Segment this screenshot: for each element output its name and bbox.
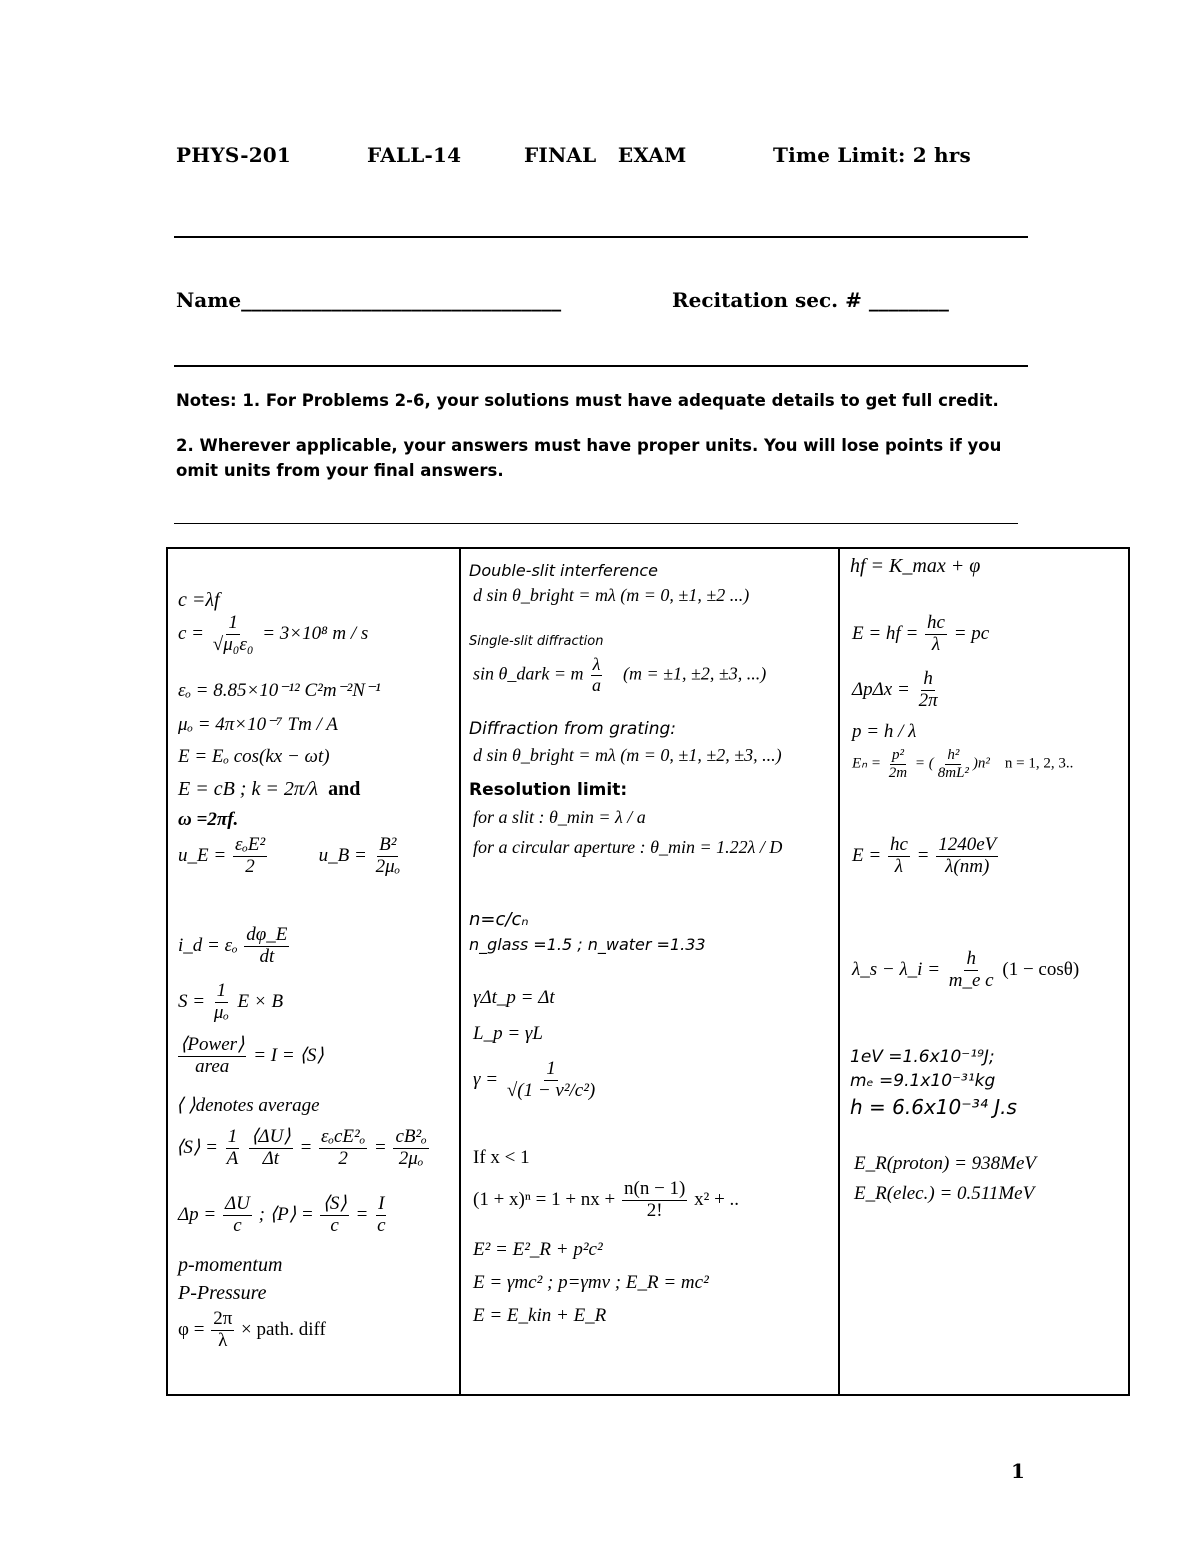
recitation-blank[interactable]: ________ [868, 288, 949, 312]
formula-permeability: μₒ = 4π×10⁻⁷ Tm / A [178, 714, 338, 735]
name-blank[interactable]: ________________________________ [241, 288, 562, 312]
formula-photon-energy-ev: E = $\frac{hc}{\lambda}$ = $\frac{1240eV}{\lambda(nm)}$ [852, 834, 997, 877]
title-single-slit: Single-slit diffraction [469, 634, 604, 649]
divider-bottom [174, 523, 1018, 524]
formula-resolution-aperture: for a circular aperture : θ_min = 1.22λ / D [473, 837, 783, 857]
page-number: 1 [1011, 1459, 1025, 1483]
column-modern-physics [840, 549, 1128, 1394]
rest-energy-electron: E_R(elec.) = 0.511MeV [854, 1183, 1035, 1204]
name-label: Name [176, 288, 242, 312]
formula-permittivity: εₒ = 8.85×10⁻¹² C²m⁻²N⁻¹ [178, 680, 381, 701]
rest-energy-proton: E_R(proton) = 938MeV [854, 1153, 1037, 1174]
formula-displacement-current: i_d = εₒ $\frac{d\varphi\_E}{dt}$ [178, 924, 288, 967]
exam-title: FINAL EXAM [524, 143, 687, 167]
time-limit: Time Limit: 2 hrs [773, 143, 971, 167]
formula-photon-energy: E = hf = $\frac{hc}{\lambda}$ = pc [852, 612, 990, 655]
divider-middle [174, 365, 1028, 367]
constant-electron-volt: 1eV =1.6x10⁻¹⁹J; [850, 1047, 995, 1067]
formula-radiation-pressure: Δp = $\frac{\Delta U}{c}$ ; ⟨P⟩ = $\frac{⟨S⟩}{c}$ = $\frac{I}{c}$ [178, 1193, 386, 1236]
formula-intensity: $\frac{\text{⟨Power⟩}}{\text{area}}$ = I = ⟨S⟩ [180, 1034, 324, 1077]
condition-x-small: If x < 1 [473, 1147, 530, 1168]
formula-binomial: (1 + x)ⁿ = 1 + nx + $\frac{n(n - 1)}{2!}$ x² + .. [473, 1178, 740, 1221]
note-2: 2. Wherever applicable, your answers must have proper units. You will lose points if you omit units from your final answers. [176, 436, 1002, 480]
formula-uncertainty: ΔpΔx = $\frac{h}{2\pi}$ [852, 668, 938, 711]
formula-double-slit: d sin θ_bright = mλ (m = 0, ±1, ±2 ...) [473, 585, 750, 605]
formula-field-relation: E = cB ; k = 2π/λ and [178, 778, 361, 800]
column-optics-relativity [461, 549, 837, 1394]
formula-angular-frequency: ω =2πf. [178, 809, 239, 830]
formula-average-intensity: ⟨S⟩ = $\frac{1}{A}$ $\frac{⟨\Delta U⟩}{\Delta t}$ = $\frac{\text{εₒcE²ₒ}}{2}$ = $\frac{\text{cB²ₒ}}{\text{2μₒ}}$ [176, 1126, 427, 1169]
constant-planck: h = 6.6x10⁻³⁴ J.s [850, 1095, 1017, 1119]
formula-wave-field: E = Eₒ cos(kx − ωt) [178, 746, 330, 767]
formula-gamma: γ = $\frac{1}{\text{√(1 − v²/c²)}}$ [473, 1058, 596, 1101]
formula-energy-density: u_E = $\frac{\text{εₒE²}}{2}$ u_B = $\frac{\text{B²}}{\text{2μₒ}}$ [178, 834, 401, 877]
formula-grating: d sin θ_bright = mλ (m = 0, ±1, ±2, ±3, ...) [473, 745, 782, 765]
title-resolution-limit: Resolution limit: [469, 780, 628, 800]
formula-refractive-values: n_glass =1.5 ; n_water =1.33 [469, 935, 706, 954]
formula-relativistic-energy: E = γmc² ; p=γmv ; E_R = mc² [473, 1272, 709, 1293]
recitation-label: Recitation sec. # [672, 288, 862, 312]
formula-single-slit: sin θ_dark = m $\frac{\lambda}{a}$ (m = ±1, ±2, ±3, ...) [473, 654, 767, 695]
formula-total-energy: E = E_kin + E_R [473, 1305, 607, 1326]
formula-resolution-slit: for a slit : θ_min = λ / a [473, 807, 646, 827]
name-field[interactable] [176, 288, 561, 312]
formula-phase-difference: φ = $\frac{2\pi}{\lambda}$ × path. diff [178, 1308, 326, 1351]
formula-length-contraction: L_p = γL [473, 1023, 543, 1044]
formula-particle-in-box: Eₙ = $\frac{\text{p²}}{2m}$ = ( $\frac{\text{h²}}{\text{8mL²}}$ )n² n = 1, 2, 3.. [852, 747, 1074, 781]
note-1: Notes: 1. For Problems 2-6, your solutions must have adequate details to get full credit. [176, 391, 999, 410]
column-em-waves [168, 549, 458, 1394]
recitation-field[interactable] [672, 288, 949, 312]
course-code: PHYS-201 [176, 143, 292, 167]
label-momentum: p-momentum [178, 1254, 283, 1276]
formula-de-broglie: p = h / λ [852, 721, 917, 742]
formula-index-of-refraction: n=c/cₙ [469, 909, 529, 930]
term: FALL-14 [367, 143, 462, 167]
formula-compton: λ_s − λ_i = $\frac{h}{\text{m\_e c}}$ (1 − cosθ) [852, 948, 1080, 991]
title-double-slit: Double-slit interference [469, 561, 659, 580]
formula-light-speed: c = $\frac{1}{\text{√μ₀ε₀}}$ = 3×10⁸ m / s [178, 612, 369, 655]
formula-sheet [166, 547, 1130, 1396]
note-average: ⟨ ⟩denotes average [176, 1095, 320, 1116]
label-pressure: P-Pressure [178, 1282, 267, 1304]
formula-photoelectric: hf = K_max + φ [850, 555, 981, 577]
title-grating: Diffraction from grating: [469, 719, 677, 739]
constant-electron-mass: mₑ =9.1x10⁻³¹kg [850, 1071, 996, 1091]
formula-energy-momentum: E² = E²_R + p²c² [473, 1239, 603, 1260]
formula-wave-speed: c =λf [178, 589, 220, 611]
formula-poynting: S = $\frac{1}{\text{μₒ}}$ E × B [178, 980, 284, 1023]
divider-top [174, 236, 1028, 238]
formula-time-dilation: γΔt_p = Δt [473, 987, 555, 1008]
